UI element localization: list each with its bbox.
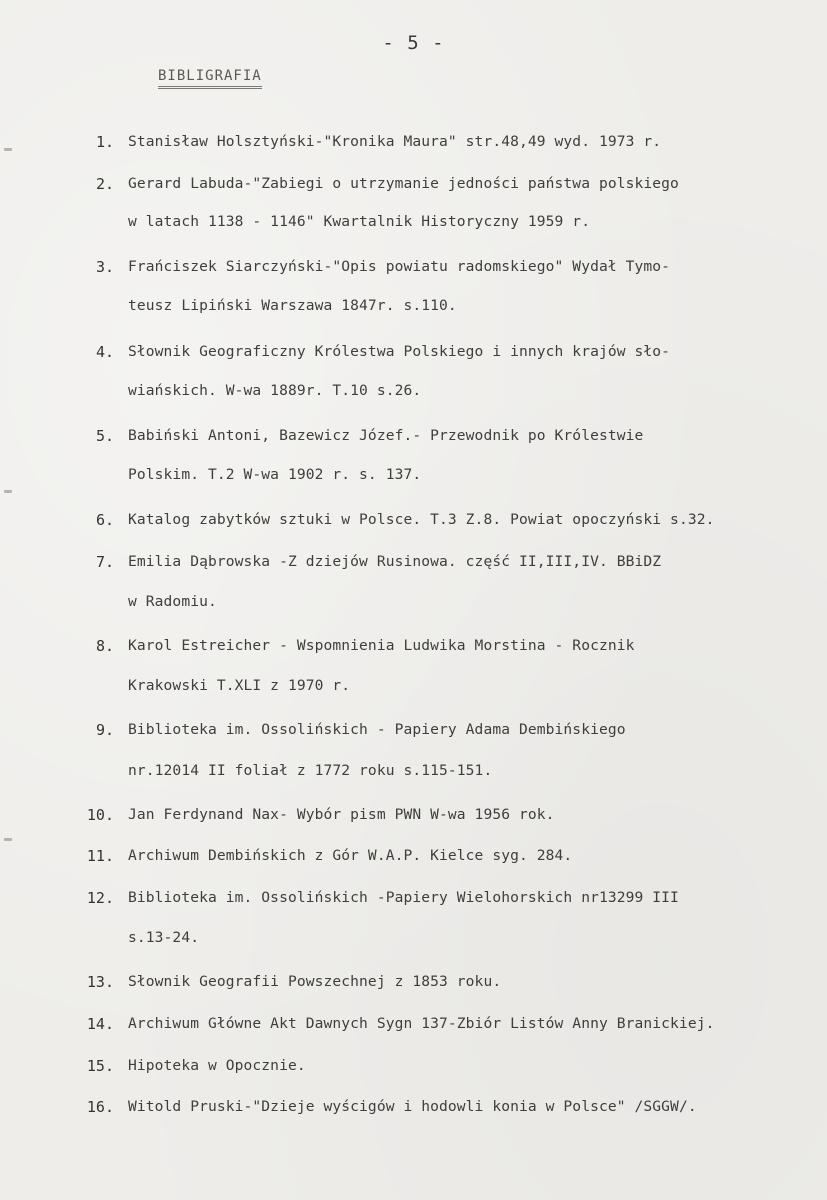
entry-number: 1. [95, 133, 114, 151]
entry-number: 5. [95, 427, 114, 445]
entry-text: Frańciszek Siarczyński-"Opis powiatu radomskiego" Wydał Tymo- [128, 258, 671, 275]
entry-text: Jan Ferdynand Nax- Wybór pism PWN W-wa 1956 rok. [128, 806, 555, 823]
entry-text: Archiwum Dembińskich z Gór W.A.P. Kielce syg. 284. [128, 847, 573, 864]
entry-text: Polskim. T.2 W-wa 1902 r. s. 137. [128, 466, 422, 483]
entry-text: s.13-24. [128, 929, 200, 946]
entry-number: 12. [86, 889, 114, 907]
entry-text: Karol Estreicher - Wspomnienia Ludwika Morstina - Rocznik [128, 637, 635, 654]
page-number: - 5 - [382, 32, 445, 54]
entry-number: 6. [95, 511, 114, 529]
entry-text: teusz Lipiński Warszawa 1847r. s.110. [128, 297, 457, 314]
entry-text: Katalog zabytków sztuki w Polsce. T.3 Z.8. Powiat opoczyński s.32. [128, 511, 715, 528]
entry-text: w Radomiu. [128, 593, 217, 610]
entry-number: 14. [86, 1015, 114, 1033]
entry-text: Słownik Geografii Powszechnej z 1853 roku. [128, 973, 502, 990]
entry-number: 8. [95, 637, 114, 655]
entry-text: wiańskich. W-wa 1889r. T.10 s.26. [128, 382, 422, 399]
entry-text: Słownik Geograficzny Królestwa Polskiego i innych krajów sło- [128, 343, 671, 360]
entry-number: 11. [86, 847, 114, 865]
entry-number: 10. [86, 806, 114, 824]
entry-text: Biblioteka im. Ossolińskich -Papiery Wielohorskich nr13299 III [128, 889, 679, 906]
entry-text: Gerard Labuda-"Zabiegi o utrzymanie jedności państwa polskiego [128, 175, 679, 192]
entry-text: w latach 1138 - 1146" Kwartalnik Historyczny 1959 r. [128, 213, 591, 230]
entry-text: Hipoteka w Opocznie. [128, 1057, 306, 1074]
entry-number: 3. [95, 258, 114, 276]
entry-text: Stanisław Holsztyński-"Kronika Maura" str.48,49 wyd. 1973 r. [128, 133, 662, 150]
entry-text: nr.12014 II foliał z 1772 roku s.115-151. [128, 762, 493, 779]
entry-text: Archiwum Główne Akt Dawnych Sygn 137-Zbiór Listów Anny Branickiej. [128, 1015, 715, 1032]
entry-text: Krakowski T.XLI z 1970 r. [128, 677, 351, 694]
entry-text: Witold Pruski-"Dzieje wyścigów i hodowli konia w Polsce" /SGGW/. [128, 1098, 697, 1115]
bibliography-heading: BIBLIGRAFIA [158, 68, 262, 89]
entry-number: 13. [86, 973, 114, 991]
entry-number: 15. [86, 1057, 114, 1075]
entry-text: Biblioteka im. Ossolińskich - Papiery Adama Dembińskiego [128, 721, 626, 738]
entry-number: 2. [95, 175, 114, 193]
entry-text: Emilia Dąbrowska -Z dziejów Rusinowa. część II,III,IV. BBiDZ [128, 553, 662, 570]
entry-number: 4. [95, 343, 114, 361]
entry-number: 7. [95, 553, 114, 571]
entry-text: Babiński Antoni, Bazewicz Józef.- Przewodnik po Królestwie [128, 427, 644, 444]
entry-number: 16. [86, 1098, 114, 1116]
entry-number: 9. [95, 721, 114, 739]
